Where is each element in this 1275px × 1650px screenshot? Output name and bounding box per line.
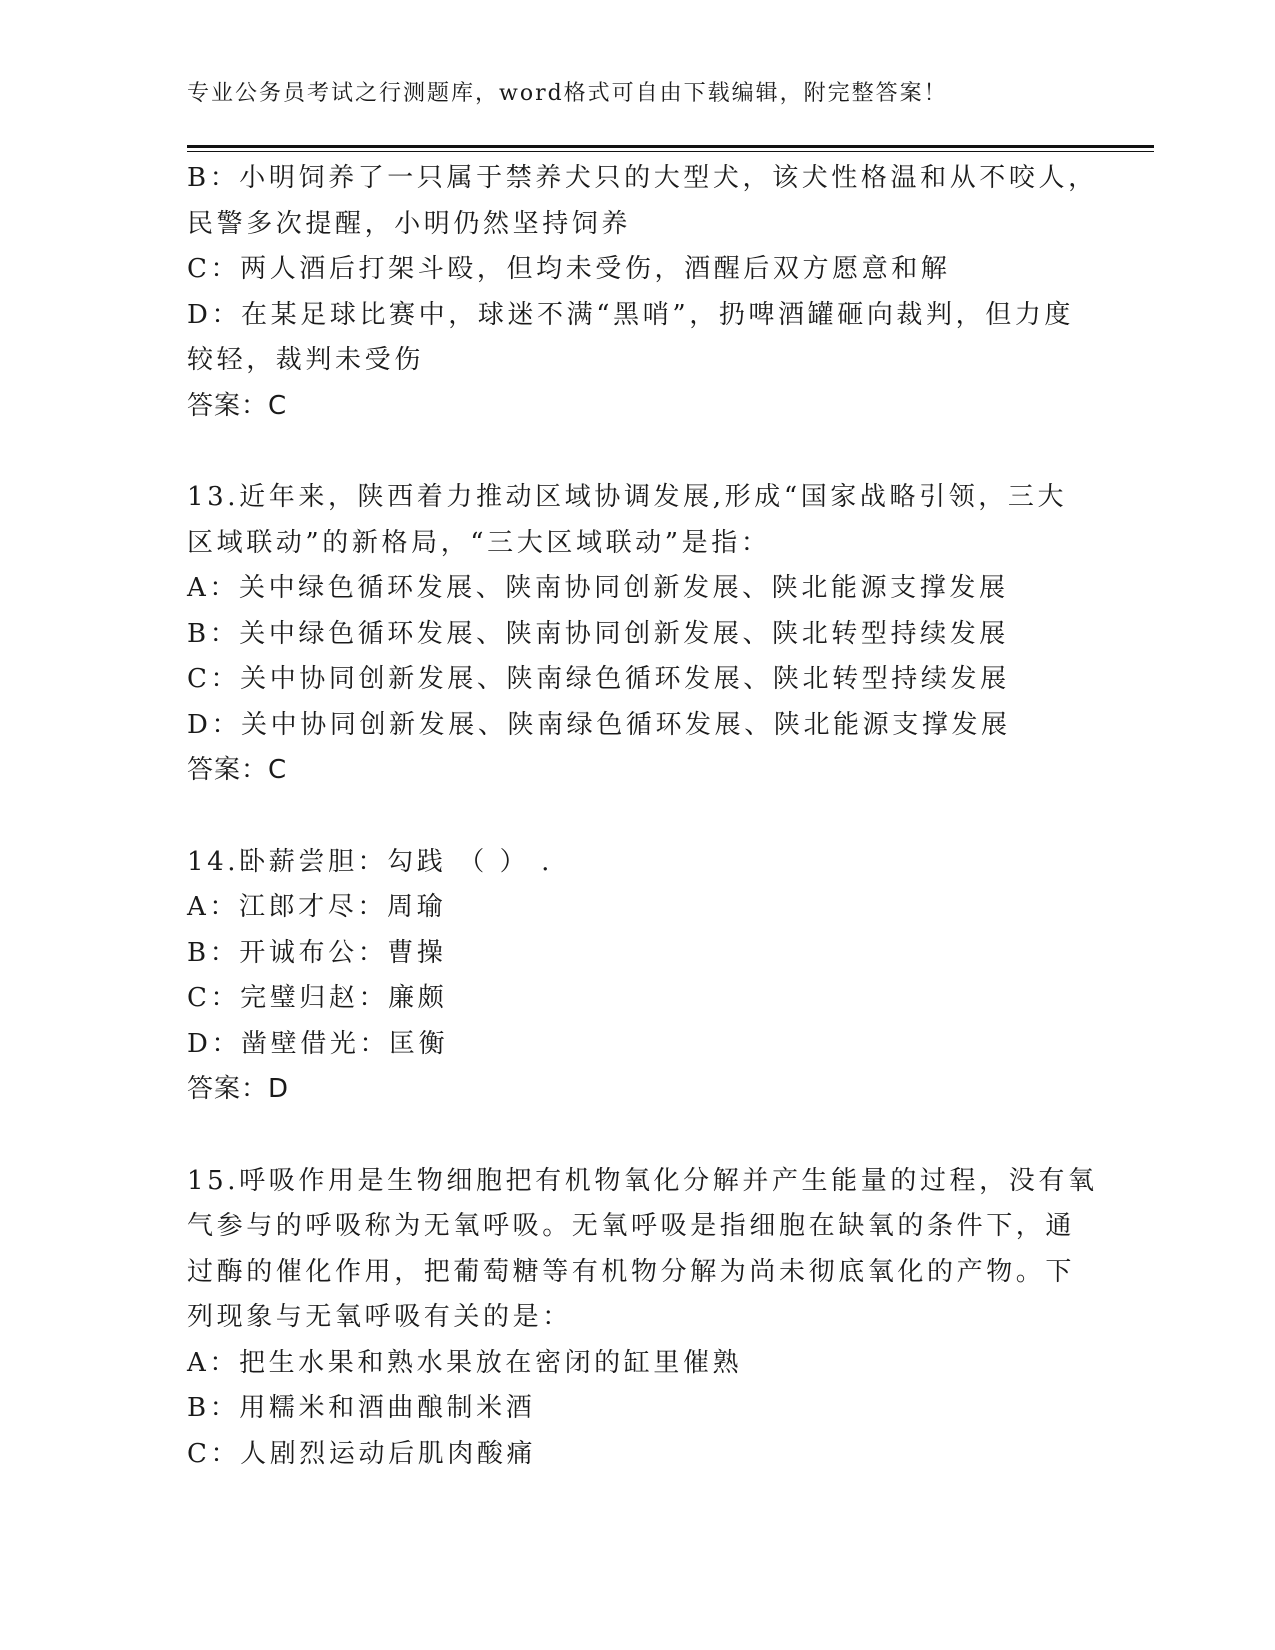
option-b-line-2: 民警多次提醒，小明仍然坚持饲养	[187, 208, 632, 239]
question-15-stem-line-3: 过酶的催化作用，把葡萄糖等有机物分解为尚未彻底氧化的产物。下	[187, 1256, 1076, 1287]
page-header: 专业公务员考试之行测题库，word格式可自由下载编辑，附完整答案！	[187, 81, 948, 106]
option-d-line-2: 较轻，裁判未受伤	[187, 345, 424, 375]
question-block-14	[187, 840, 1087, 1113]
option-c: C：人剧烈运动后肌肉酸痛	[187, 1438, 537, 1469]
option-b: B：用糯米和酒曲酿制米酒	[187, 1393, 536, 1423]
question-content	[187, 156, 1098, 1477]
option-c: C：两人酒后打架斗殴，但均未受伤，酒醒后双方愿意和解	[187, 254, 951, 284]
option-a: A：江郎才尽：周瑜	[187, 892, 447, 922]
answer-12: 答案：C	[187, 390, 288, 421]
spacer	[187, 1113, 1087, 1159]
question-15-stem-line-4: 列现象与无氧呼吸有关的是：	[187, 1302, 572, 1332]
header-rule-thin	[187, 151, 1154, 152]
answer-14: 答案：D	[187, 1074, 290, 1104]
option-d-line-1: D：在某足球比赛中，球迷不满“黑哨”，扔啤酒罐砸向裁判，但力度	[187, 299, 1075, 330]
question-15-stem-line-1: 15.呼吸作用是生物细胞把有机物氧化分解并产生能量的过程，没有氧	[187, 1165, 1098, 1196]
question-block-15	[187, 1159, 1098, 1478]
option-b: B：关中绿色循环发展、陕南协同创新发展、陕北转型持续发展	[187, 618, 1009, 649]
question-block-13	[187, 475, 1087, 794]
question-14-stem: 14.卧薪尝胆：勾践 （ ） .	[187, 846, 554, 877]
option-c: C：关中协同创新发展、陕南绿色循环发展、陕北转型持续发展	[187, 664, 1010, 694]
header-rule-thick	[187, 145, 1154, 148]
option-a: A：把生水果和熟水果放在密闭的缸里催熟	[187, 1347, 743, 1378]
option-d: D：关中协同创新发展、陕南绿色循环发展、陕北能源支撑发展	[187, 709, 1011, 740]
option-b-line-1: B：小明饲养了一只属于禁养犬只的大型犬，该犬性格温和从不咬人，	[187, 163, 1098, 193]
question-13-stem-line-1: 13.近年来，陕西着力推动区域协调发展,形成“国家战略引领，三大	[187, 482, 1068, 512]
option-a: A：关中绿色循环发展、陕南协同创新发展、陕北能源支撑发展	[187, 573, 1009, 603]
option-d: D：凿壁借光：匡衡	[187, 1028, 449, 1059]
spacer	[187, 429, 1087, 475]
question-15-stem-line-2: 气参与的呼吸称为无氧呼吸。无氧呼吸是指细胞在缺氧的条件下，通	[187, 1211, 1076, 1241]
option-b: B：开诚布公：曹操	[187, 937, 447, 968]
question-13-stem-line-2: 区域联动”的新格局，“三大区域联动”是指：	[187, 527, 771, 558]
spacer	[187, 794, 1087, 840]
option-c: C：完璧归赵：廉颇	[187, 983, 448, 1013]
answer-13: 答案：C	[187, 755, 288, 785]
question-block-12	[187, 156, 1098, 429]
